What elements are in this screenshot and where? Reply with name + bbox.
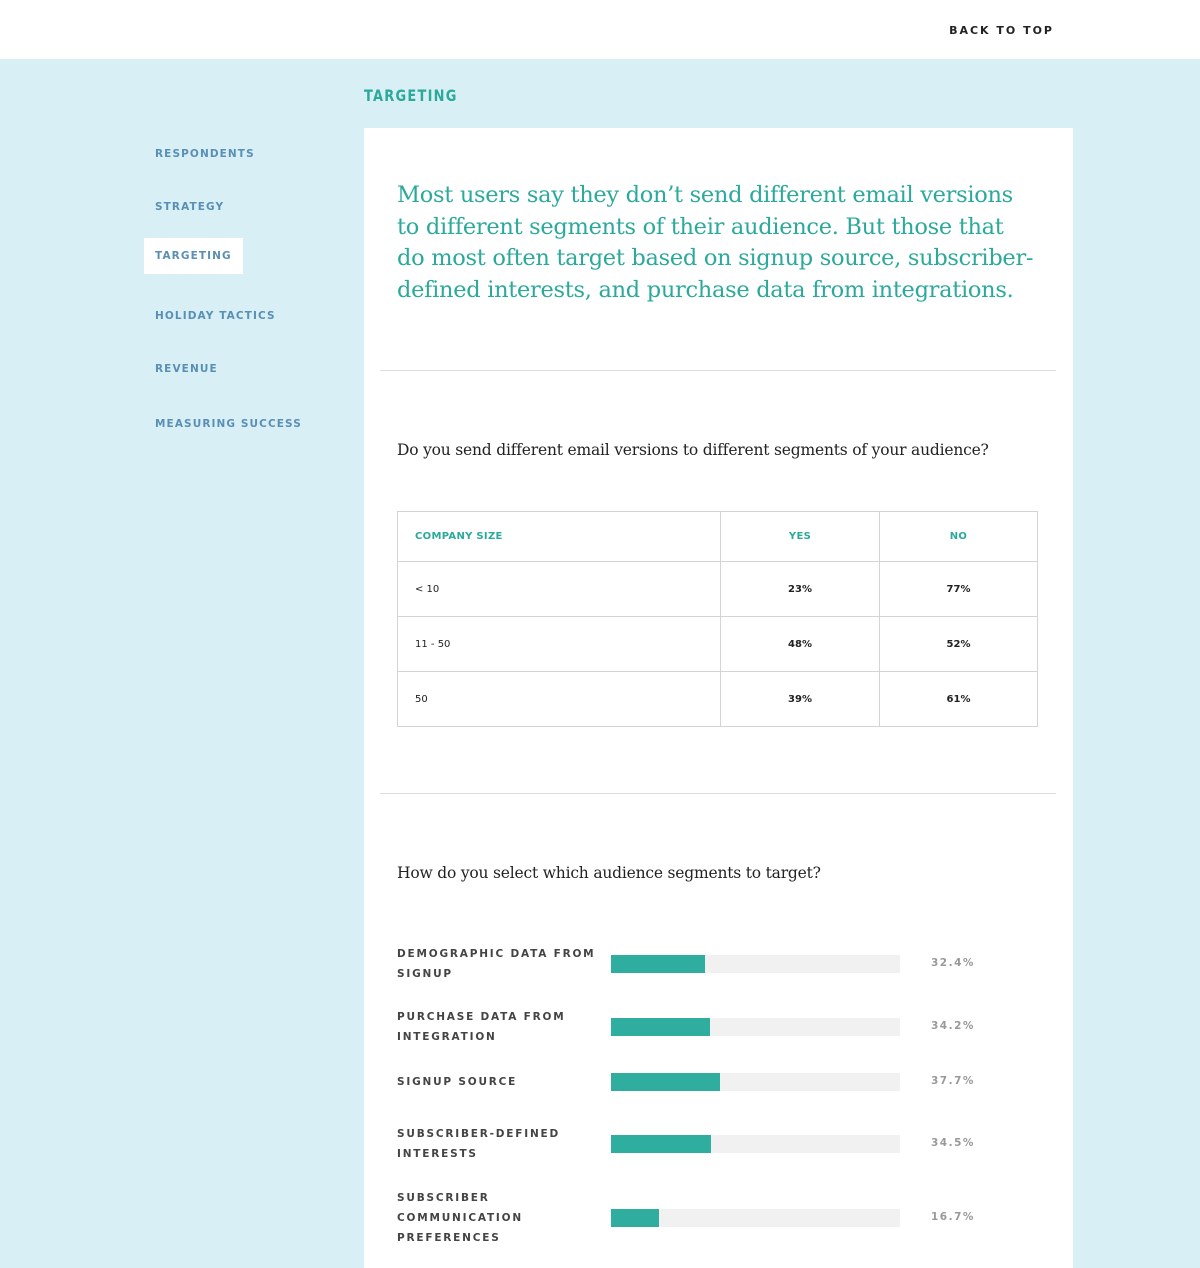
table-header-row <box>398 512 1038 562</box>
nav-item-revenue[interactable]: REVENUE <box>155 363 218 375</box>
bar-label: DEMOGRAPHIC DATA FROM SIGNUP <box>397 948 596 980</box>
bar-track <box>611 1018 900 1036</box>
bar-track <box>611 1135 900 1153</box>
bar-value-label: 37.7% <box>931 1075 975 1087</box>
cell-yes: 39% <box>721 672 880 727</box>
bar-label: SUBSCRIBER COMMUNICATION PREFERENCES <box>397 1192 523 1244</box>
content-card <box>364 128 1073 1268</box>
header-company-size: COMPANY SIZE <box>398 512 721 562</box>
table-row <box>398 672 1038 727</box>
bar-label: PURCHASE DATA FROM INTEGRATION <box>397 1011 566 1043</box>
bar-label: SIGNUP SOURCE <box>397 1076 518 1088</box>
nav-item-holiday-tactics[interactable]: HOLIDAY TACTICS <box>155 310 276 322</box>
bar-row <box>397 1124 1017 1164</box>
table-row <box>398 562 1038 617</box>
cell-yes: 23% <box>721 562 880 617</box>
lead-paragraph: Most users say they don’t send different email versions to different segments of their audience. But those that do most often target based on signup source, subscriber-defined interests, and purchase data from integrations. <box>397 182 1034 303</box>
nav-item-targeting[interactable]: TARGETING <box>144 238 243 274</box>
bar-fill <box>611 955 705 973</box>
bar-fill <box>611 1135 711 1153</box>
bar-fill <box>611 1073 720 1091</box>
bar-value-label: 34.5% <box>931 1137 975 1149</box>
cell-size: < 10 <box>398 562 721 617</box>
cell-no: 61% <box>880 672 1038 727</box>
cell-no: 52% <box>880 617 1038 672</box>
cell-size: 11 - 50 <box>398 617 721 672</box>
bar-track <box>611 1209 900 1227</box>
bar-fill <box>611 1018 710 1036</box>
bar-value-label: 16.7% <box>931 1211 975 1223</box>
divider <box>380 793 1056 794</box>
bar-value-label: 32.4% <box>931 957 975 969</box>
question-segments: Do you send different email versions to different segments of your audience? <box>397 441 989 459</box>
cell-yes: 48% <box>721 617 880 672</box>
bar-row <box>397 1072 1017 1092</box>
bar-row <box>397 1188 1017 1248</box>
bar-label: SUBSCRIBER-DEFINED INTERESTS <box>397 1128 561 1160</box>
header-yes: YES <box>721 512 880 562</box>
cell-no: 77% <box>880 562 1038 617</box>
table-row <box>398 617 1038 672</box>
header-no: NO <box>880 512 1038 562</box>
bar-track <box>611 955 900 973</box>
top-bar <box>0 0 1200 59</box>
bar-row <box>397 944 1017 984</box>
nav-item-respondents[interactable]: RESPONDENTS <box>155 148 255 160</box>
back-to-top-link[interactable]: BACK TO TOP <box>949 24 1054 37</box>
question-target-selection: How do you select which audience segments to target? <box>397 864 821 882</box>
bar-fill <box>611 1209 659 1227</box>
section-title: TARGETING <box>364 86 458 105</box>
bar-row <box>397 1007 1017 1047</box>
nav-item-strategy[interactable]: STRATEGY <box>155 201 225 213</box>
cell-size: 50 <box>398 672 721 727</box>
bar-value-label: 34.2% <box>931 1020 975 1032</box>
bar-track <box>611 1073 900 1091</box>
divider <box>380 370 1056 371</box>
nav-item-measuring-success[interactable]: MEASURING SUCCESS <box>155 418 302 430</box>
company-size-table <box>397 511 1038 727</box>
